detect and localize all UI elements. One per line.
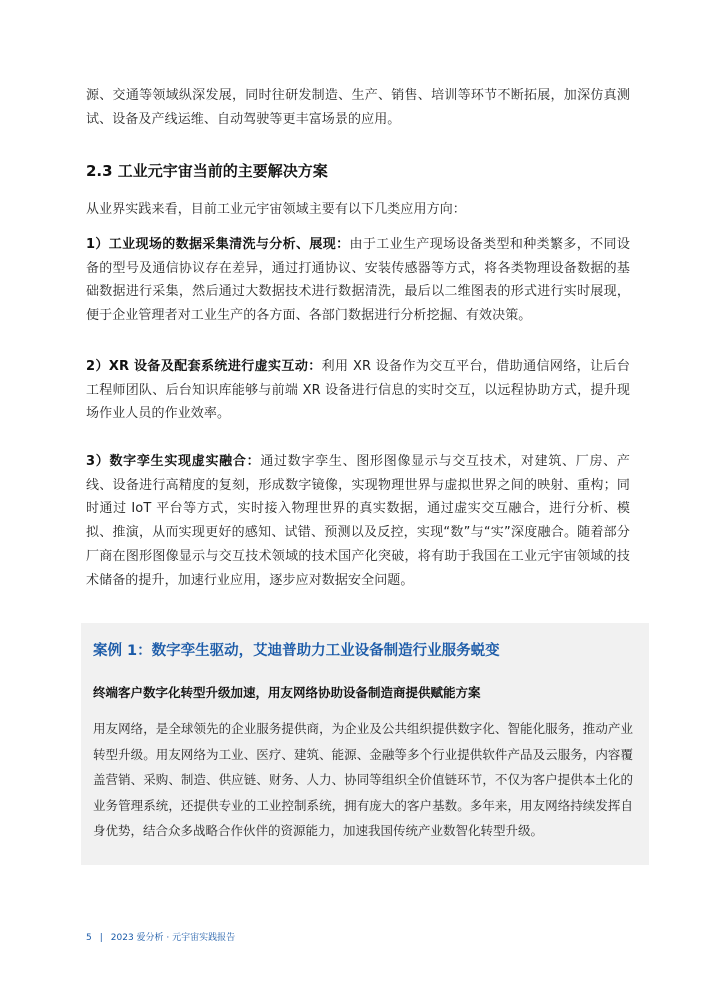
case-study-title: 案例 1：数字孪生驱动，艾迪普助力工业设备制造行业服务蜕变 — [93, 643, 500, 659]
page-number: 5 — [86, 933, 92, 943]
case-study-subtitle: 终端客户数字化转型升级加速，用友网络协助设备制造商提供赋能方案 — [93, 685, 481, 700]
item-2-text: 利用 XR 设备作为交互平台，借助通信网络，让后台工程师团队、后台知识库能够与前端 XR 设备进行信息的实时交互，以远程协助方式，提升现场作业人员的作业效率。 — [86, 359, 630, 422]
item-3-label: 3）数字孪生实现虚实融合： — [86, 454, 261, 469]
item-3-text: 通过数字孪生、图形图像显示与交互技术，对建筑、厂房、产线、设备进行高精度的复刻，形成数字镜像，实现物理世界与虚拟世界之间的映射、重构；同时通过 IoT 平台等方式，实时接入物理世界的真实数据，通过虚实交互融合，进行分析、模拟、推演，从而实现更好的感知、试错、预测以及反控，实现“数”与“实”深度融合。随着部分厂商在图形图像显示与交互技术领域的技术国产化突破，将有助于我国在工业元宇宙领域的技术储备的提升，加速行业应用，逐步应对数据安全问题。 — [86, 454, 630, 588]
intro-paragraph: 源、交通等领域纵深发展，同时往研发制造、生产、销售、培训等环节不断拓展，加深仿真测试、设备及产线运维、自动驾驶等更丰富场景的应用。 — [86, 88, 630, 127]
page-footer — [86, 930, 235, 943]
item-1-text: 由于工业生产现场设备类型和种类繁多，不同设备的型号及通信协议存在差异，通过打通协议、安装传感器等方式，将各类物理设备数据的基础数据进行采集，然后通过大数据技术进行数据清洗，最后以二维图表的形式进行实时展现，便于企业管理者对工业生产的各方面、各部门数据进行分析挖掘、有效决策。 — [86, 237, 630, 324]
lead-sentence: 从业界实践来看，目前工业元宇宙领域主要有以下几类应用方向： — [86, 202, 466, 217]
item-3-paragraph — [86, 450, 630, 592]
section-heading: 2.3 工业元宇宙当前的主要解决方案 — [86, 162, 328, 180]
case-study-body: 用友网络，是全球领先的企业服务提供商，为企业及公共组织提供数字化、智能化服务，推动产业转型升级。用友网络为工业、医疗、建筑、能源、金融等多个行业提供软件产品及云服务，内容覆盖营销、采购、制造、供应链、财务、人力、协同等组织全价值链环节，不仅为客户提供本土化的业务管理系统，还提供专业的工业控制系统，拥有庞大的客户基数。多年来，用友网络持续发挥自身优势，结合众多战略合作伙伴的资源能力，加速我国传统产业数智化转型升级。 — [93, 721, 633, 838]
item-2-paragraph — [86, 355, 630, 426]
footer-separator: | — [99, 933, 103, 943]
item-1-label: 1）工业现场的数据采集清洗与分析、展现： — [86, 237, 350, 252]
item-2-label: 2）XR 设备及配套系统进行虚实互动： — [86, 359, 322, 374]
item-1-paragraph — [86, 233, 630, 328]
report-title: 2023 爱分析 · 元宇宙实践报告 — [110, 933, 236, 943]
case-study-box — [81, 623, 649, 865]
